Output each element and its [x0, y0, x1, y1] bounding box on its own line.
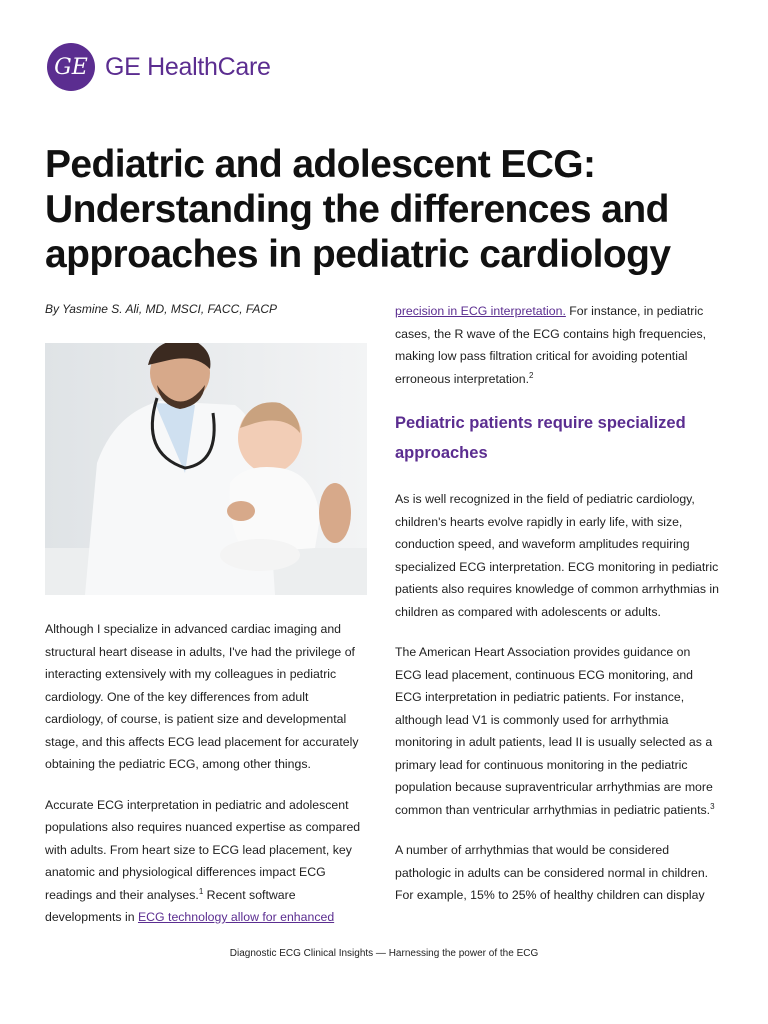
- reference-marker: 2: [528, 370, 534, 380]
- paragraph: As is well recognized in the field of pediatric cardiology, children's hearts evolve rapidly in early life, with size, conduction speed, and waveform amplitudes requiring specialized ECG interpretation. ECG monitoring in pediatric patients also requires knowledge of common arrhythmias in children as compared with adolescents or adults.: [395, 492, 719, 619]
- paragraph: Although I specialize in advanced cardiac imaging and structural heart disease in adults, I've had the privilege of interacting extensively with my colleagues in pediatric cardiology. One of the key differences from adult cardiology, of course, is patient size and developmental stage, and this affects ECG lead placement for accurately obtaining the pediatric ECG, among other things.: [45, 622, 359, 771]
- paragraph: Accurate ECG interpretation in pediatric and adolescent populations also requires nuanced expertise as compared with adults. From heart size to ECG lead placement, key anatomic and physiological differences impact ECG readings and their analyses.$^1$ Recent software developments in ECG technology allow for enhanced: [45, 797, 361, 924]
- left-column: [45, 618, 370, 947]
- reference-marker: 3: [710, 801, 715, 811]
- ecg-precision-link[interactable]: precision in ECG interpretation.: [395, 304, 566, 318]
- ge-monogram-icon: GE: [47, 43, 95, 91]
- article-title: Pediatric and adolescent ECG: Understanding the differences and approaches in pediatric cardiology: [45, 143, 671, 276]
- right-column: [395, 300, 720, 925]
- paragraph: precision in ECG interpretation. For instance, in pediatric cases, the R wave of the ECG contains high frequencies, making low pass filtration critical for avoiding potential erroneous interpretation.$^2$: [395, 304, 707, 386]
- paragraph: A number of arrhythmias that would be considered pathologic in adults can be considered normal in children. For example, 15% to 25% of healthy children can display: [395, 843, 709, 902]
- photo-illustration: [45, 343, 367, 595]
- brand-name: GE HealthCare: [105, 52, 271, 81]
- ecg-technology-link[interactable]: ECG technology allow for enhanced: [137, 910, 335, 924]
- doctor-baby-photo: [45, 343, 367, 595]
- reference-marker: 1: [198, 886, 204, 896]
- paragraph: The American Heart Association provides guidance on ECG lead placement, continuous ECG monitoring, and ECG interpretation in pediatric patients. For instance, although lead V1 is commonly used for arrhythmia monitoring in adult patients, lead II is usually selected as a primary lead for continuous monitoring in the pediatric population because supraventricular arrhythmias are more common than ventricular arrhythmias in pediatric patients.$^3$: [395, 645, 715, 817]
- brand-logo: [47, 43, 271, 91]
- page-footer: Diagnostic ECG Clinical Insights — Harnessing the power of the ECG: [229, 948, 539, 959]
- author-byline: By Yasmine S. Ali, MD, MSCI, FACC, FACP: [45, 302, 278, 316]
- section-heading: Pediatric patients require specialized approaches: [395, 414, 686, 462]
